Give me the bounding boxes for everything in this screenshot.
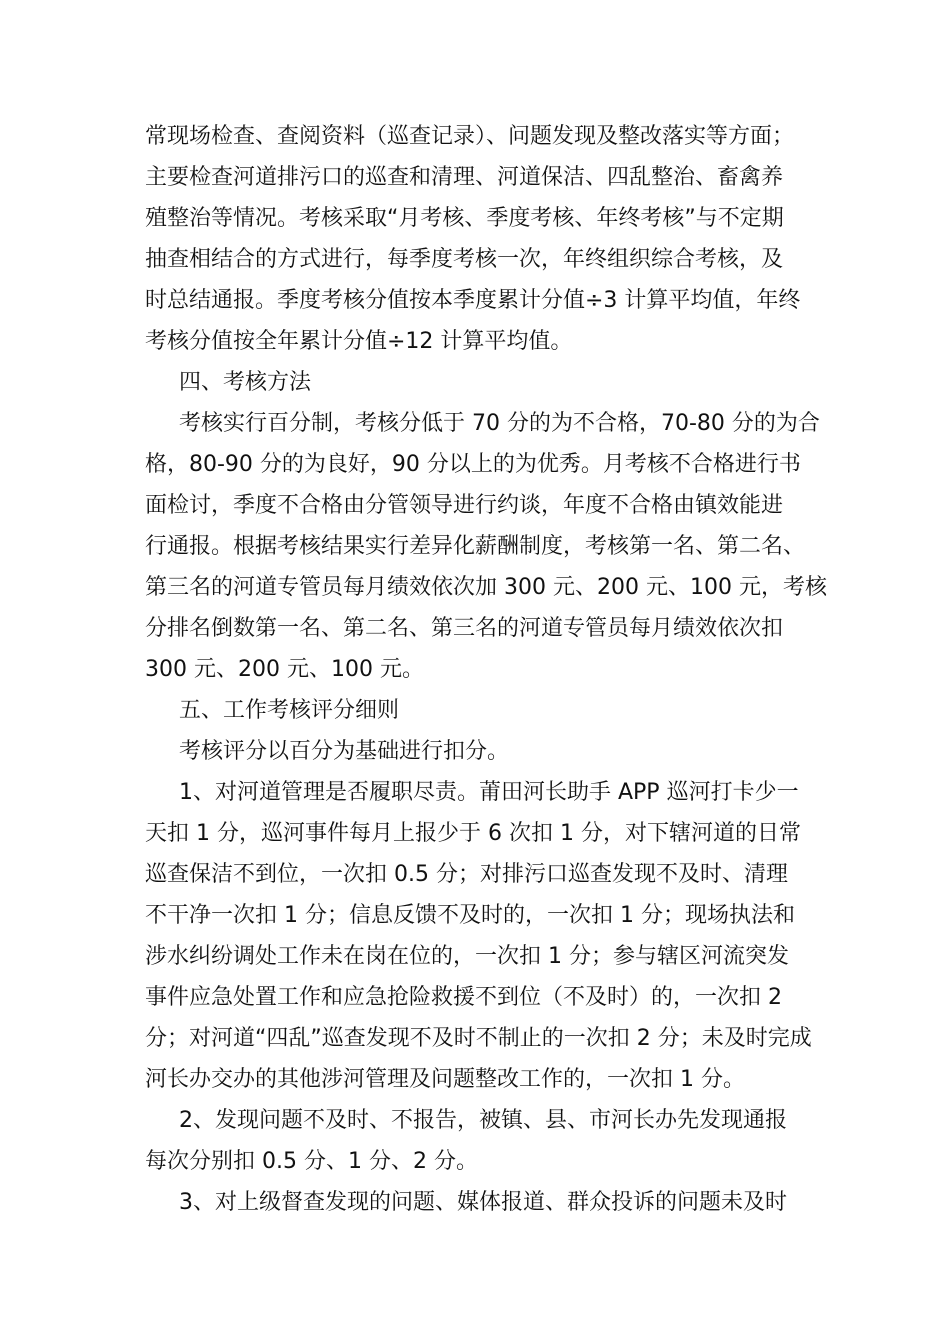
document-line: 第三名的河道专管员每月绩效依次加 300 元、200 元、100 元，考核 <box>145 575 827 600</box>
document-line: 殖整治等情况。考核采取“月考核、季度考核、年终考核”与不定期 <box>145 206 784 231</box>
document-line: 主要检查河道排污口的巡查和清理、河道保洁、四乱整治、畜禽养 <box>145 165 784 190</box>
document-line: 分；对河道“四乱”巡查发现不及时不制止的一次扣 2 分；未及时完成 <box>145 1026 812 1051</box>
document-line: 考核实行百分制，考核分低于 70 分的为不合格，70-80 分的为合 <box>179 411 820 436</box>
document-line: 不干净一次扣 1 分；信息反馈不及时的，一次扣 1 分；现场执法和 <box>145 903 795 928</box>
document-line: 1、对河道管理是否履职尽责。莆田河长助手 APP 巡河打卡少一 <box>179 780 799 805</box>
document-line: 涉水纠纷调处工作未在岗在位的，一次扣 1 分；参与辖区河流突发 <box>145 944 789 969</box>
document-line: 巡查保洁不到位，一次扣 0.5 分；对排污口巡查发现不及时、清理 <box>145 862 788 887</box>
document-line: 行通报。根据考核结果实行差异化薪酬制度，考核第一名、第二名、 <box>145 534 806 559</box>
document-body <box>145 116 827 1223</box>
document-line: 五、工作考核评分细则 <box>179 698 400 723</box>
document-line: 2、发现问题不及时、不报告，被镇、县、市河长办先发现通报 <box>179 1108 787 1133</box>
document-line: 考核评分以百分为基础进行扣分。 <box>179 739 510 764</box>
document-line: 分排名倒数第一名、第二名、第三名的河道专管员每月绩效依次扣 <box>145 616 784 641</box>
document-line: 抽查相结合的方式进行，每季度考核一次，年终组织综合考核，及 <box>145 247 784 272</box>
document-line: 时总结通报。季度考核分值按本季度累计分值÷3 计算平均值，年终 <box>145 288 801 313</box>
document-line: 四、考核方法 <box>179 370 312 395</box>
document-line: 河长办交办的其他涉河管理及问题整改工作的，一次扣 1 分。 <box>145 1067 745 1092</box>
document-line: 面检讨，季度不合格由分管领导进行约谈，年度不合格由镇效能进 <box>145 493 784 518</box>
document-line: 常现场检查、查阅资料（巡查记录）、问题发现及整改落实等方面； <box>145 124 795 149</box>
document-line: 每次分别扣 0.5 分、1 分、2 分。 <box>145 1149 478 1174</box>
document-line: 格，80-90 分的为良好，90 分以上的为优秀。月考核不合格进行书 <box>145 452 801 477</box>
document-line: 300 元、200 元、100 元。 <box>145 657 424 682</box>
document-line: 事件应急处置工作和应急抢险救援不到位（不及时）的，一次扣 2 <box>145 985 782 1010</box>
document-line: 3、对上级督查发现的问题、媒体报道、群众投诉的问题未及时 <box>179 1190 787 1215</box>
document-line: 考核分值按全年累计分值÷12 计算平均值。 <box>145 329 573 354</box>
document-line: 天扣 1 分，巡河事件每月上报少于 6 次扣 1 分，对下辖河道的日常 <box>145 821 801 846</box>
